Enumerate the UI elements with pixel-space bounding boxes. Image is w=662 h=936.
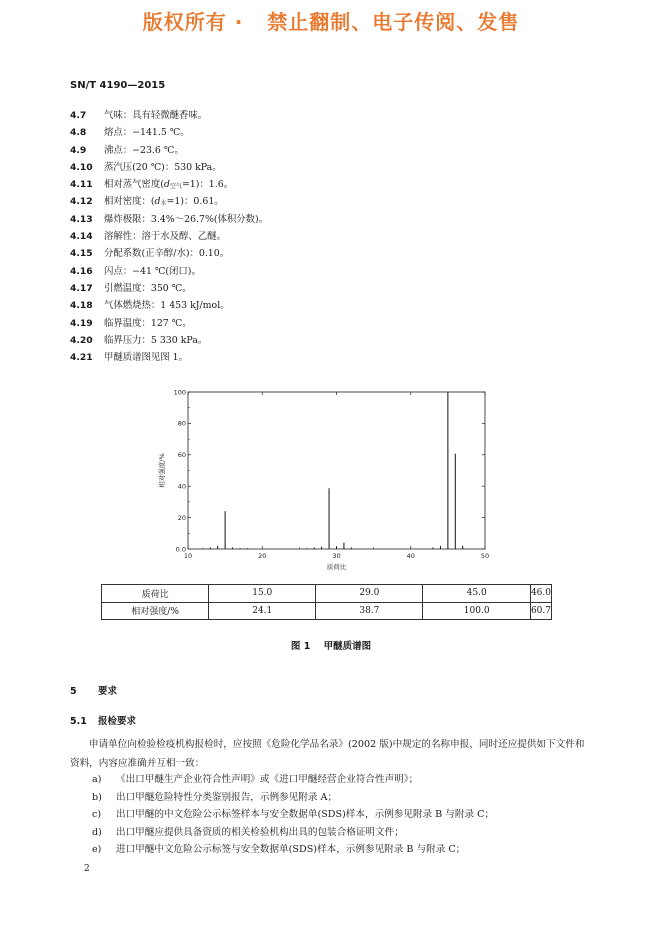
y-tick-label: 60 <box>177 451 186 460</box>
body-paragraph: 申请单位向检验检疫机构报检时，应按照《危险化学品名录》(2002 版)中规定的名称申报，同时还应提供如下文件和资料，内容应准确并互相一致： <box>70 739 585 769</box>
property-number: 4.18 <box>70 300 93 312</box>
property-number: 4.8 <box>70 127 87 139</box>
y-tick-label: 0.0 <box>175 545 186 554</box>
y-tick-label: 100 <box>173 388 186 397</box>
subscript-text: 空气 <box>169 183 182 191</box>
text-segment: 气味：具有轻微醚香味。 <box>104 110 208 121</box>
property-text <box>104 145 184 156</box>
property-list <box>70 107 268 366</box>
property-item <box>70 245 268 262</box>
property-text <box>104 283 192 294</box>
property-item <box>70 332 268 349</box>
property-number: 4.7 <box>70 110 87 121</box>
property-item <box>70 142 268 159</box>
list-item-letter: d) <box>92 826 102 838</box>
subscript-text: 水 <box>160 200 167 208</box>
table-cell: 29.0 <box>316 585 423 603</box>
x-tick-label: 50 <box>480 552 490 560</box>
property-item <box>70 159 268 176</box>
text-segment: 闪点：−41 ℃(闭口)。 <box>104 265 201 277</box>
property-item <box>70 124 268 141</box>
list-item-letter: e) <box>92 844 102 855</box>
table-row <box>102 585 552 603</box>
property-item <box>70 211 268 228</box>
text-segment: 爆炸极限：3.4%～26.7%(体积分数)。 <box>104 213 269 225</box>
property-item <box>70 228 268 245</box>
section-5-heading <box>70 683 117 697</box>
text-segment: =1)：0.61。 <box>166 196 224 208</box>
property-number: 4.17 <box>70 282 93 294</box>
property-number: 4.16 <box>70 265 93 277</box>
list-item-text: 《出口甲醚生产企业符合性声明》或《进口甲醚经营企业符合性声明》； <box>116 774 419 785</box>
text-segment: 相对密度：( <box>104 196 155 208</box>
property-number: 4.19 <box>70 317 93 329</box>
list-item-text: 出口甲醚应提供具备资质的相关检验机构出具的包装合格证明文件； <box>116 826 404 838</box>
property-text <box>104 266 201 277</box>
list-item-text: 进口甲醚中文危险公示标签与安全数据单(SDS)样本，示例参见附录 B 与附录 C； <box>116 844 466 855</box>
list-item-letter: b) <box>92 791 102 803</box>
text-segment: 熔点：−141.5 ℃。 <box>104 127 190 139</box>
table-cell: 100.0 <box>423 602 530 620</box>
text-segment: 气体燃烧热：1 453 kJ/mol。 <box>104 300 230 312</box>
text-segment: 相对蒸气密度( <box>104 179 164 191</box>
property-number: 4.11 <box>70 179 93 191</box>
y-axis-label: 相对强度/% <box>158 453 166 488</box>
property-number: 4.20 <box>70 334 93 346</box>
property-text <box>104 179 233 190</box>
property-text <box>104 248 229 259</box>
text-segment: 溶解性：溶于水及醇、乙醚。 <box>104 231 226 243</box>
text-segment: 甲醚质谱图见图 1。 <box>104 352 188 364</box>
property-text <box>104 335 207 346</box>
table-header-intensity: 相对强度/% <box>102 602 209 620</box>
property-text <box>104 196 224 207</box>
text-segment: 蒸汽压(20 ℃)：530 kPa。 <box>104 161 222 173</box>
property-number: 4.12 <box>70 196 93 208</box>
list-item <box>92 789 494 807</box>
property-item <box>70 349 268 366</box>
table-cell: 24.1 <box>209 602 316 620</box>
list-item-text: 出口甲醚危险特性分类鉴别报告，示例参见附录 A； <box>116 791 338 803</box>
figure-caption: 图 1 甲醚质谱图 <box>290 641 372 652</box>
property-number: 4.21 <box>70 352 93 364</box>
list-item-letter: a) <box>92 774 102 785</box>
property-text <box>104 231 226 242</box>
y-tick-label: 20 <box>177 513 186 522</box>
x-tick-label: 10 <box>183 552 193 560</box>
x-tick-label: 40 <box>406 552 415 560</box>
list-item <box>92 824 494 842</box>
list-item-text: 出口甲醚的中文危险公示标签样本与安全数据单(SDS)样本，示例参见附录 B 与附录 C； <box>116 809 495 820</box>
text-segment: 临界温度：127 ℃。 <box>104 317 192 329</box>
text-segment: 引燃温度：350 ℃。 <box>104 282 192 294</box>
property-text <box>104 162 222 173</box>
property-number: 4.13 <box>70 213 93 225</box>
property-number: 4.14 <box>70 231 93 243</box>
table-row <box>102 602 552 620</box>
property-text <box>104 127 190 138</box>
table-cell: 60.7 <box>530 602 551 620</box>
text-segment: 分配系数(正辛醇/水)：0.10。 <box>104 248 230 260</box>
x-tick-label: 20 <box>258 552 267 560</box>
table-header-mz: 质荷比 <box>102 585 209 603</box>
property-text <box>104 214 268 225</box>
x-tick-label: 30 <box>332 552 341 560</box>
table-cell: 46.0 <box>530 585 551 603</box>
standard-number: SN/T 4190—2015 <box>70 80 166 91</box>
section-number: 5 <box>70 686 77 697</box>
y-tick-label: 80 <box>177 419 186 428</box>
property-item <box>70 176 268 193</box>
text-segment: 临界压力：5 330 kPa。 <box>104 334 208 346</box>
section-number: 5.1 <box>70 716 87 727</box>
table-cell: 15.0 <box>209 585 316 603</box>
property-item <box>70 315 268 332</box>
property-number: 4.9 <box>70 144 87 156</box>
plot-frame <box>188 392 485 549</box>
section-title: 要求 <box>98 686 118 697</box>
page-number: 2 <box>84 864 90 874</box>
section-title: 报检要求 <box>98 716 137 727</box>
property-item <box>70 193 268 210</box>
text-segment: 沸点：−23.6 ℃。 <box>104 144 184 156</box>
text-segment: =1)：1.6。 <box>181 179 234 191</box>
text-segment: d <box>163 179 170 191</box>
copyright-watermark: 版权所有 · 禁止翻制、电子传阅、发售 <box>142 10 520 34</box>
property-number: 4.15 <box>70 248 93 260</box>
table-cell: 45.0 <box>423 585 530 603</box>
section-5-1-heading <box>70 713 136 727</box>
property-item <box>70 297 268 314</box>
mass-spectrum-table <box>101 584 552 620</box>
text-segment: d <box>154 196 161 208</box>
property-number: 4.10 <box>70 161 93 173</box>
mass-spectrum-chart <box>150 382 495 582</box>
property-text <box>104 300 230 311</box>
list-item <box>92 806 494 824</box>
property-text <box>104 110 207 121</box>
list-item-letter: c) <box>92 809 102 820</box>
property-item <box>70 280 268 297</box>
property-text <box>104 318 192 329</box>
property-item <box>70 263 268 280</box>
requirement-list <box>92 771 494 859</box>
table-cell: 38.7 <box>316 602 423 620</box>
property-text <box>104 352 188 363</box>
property-item <box>70 107 268 124</box>
x-axis-label: 质荷比 <box>326 563 347 571</box>
list-item <box>92 841 494 859</box>
y-tick-label: 40 <box>177 482 186 491</box>
list-item <box>92 771 494 789</box>
